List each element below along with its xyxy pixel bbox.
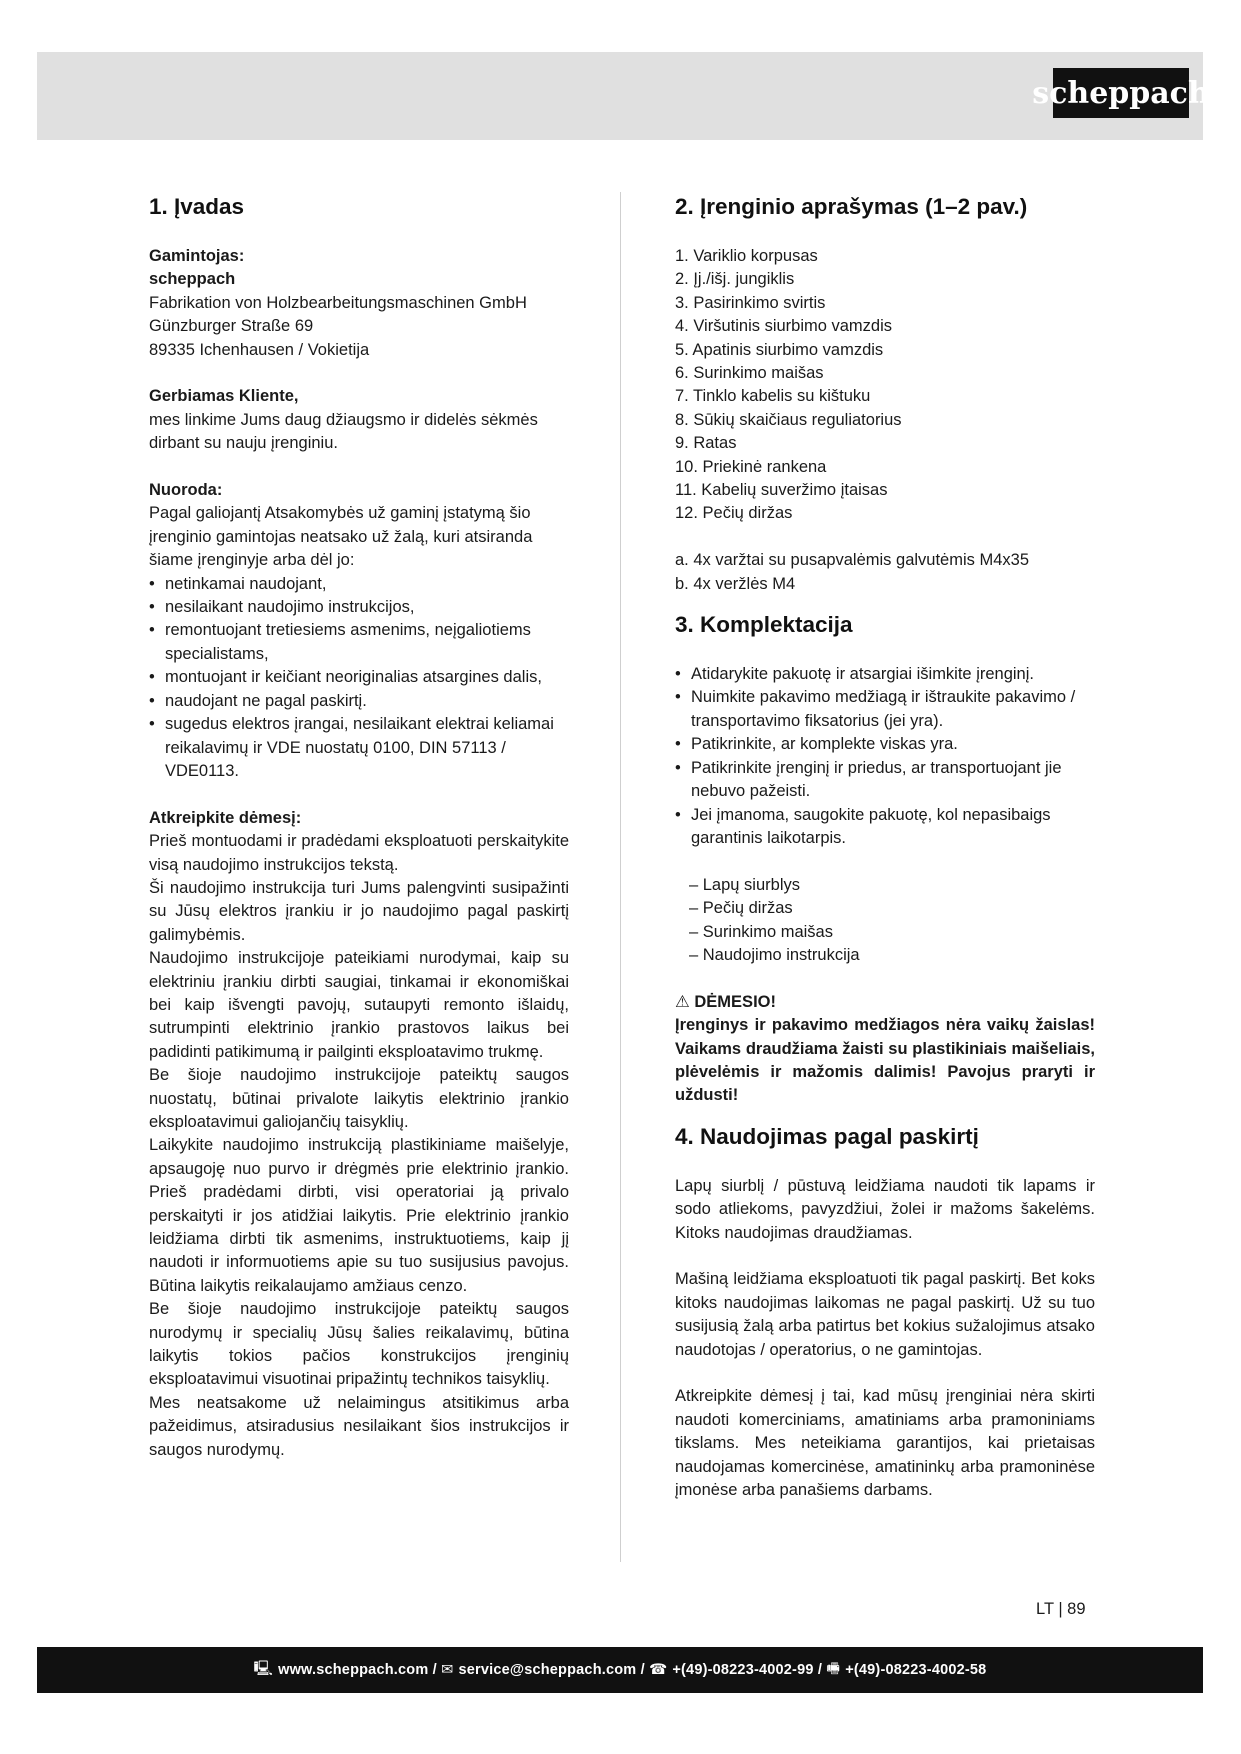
note-list xyxy=(149,573,569,784)
manufacturer-line: Fabrikation von Holzbearbeitungsmaschinen GmbH xyxy=(149,293,527,312)
attention-paragraph: Be šioje naudojimo instrukcijoje pateiktų saugos nuostatų, būtinai privalote laikytis elektrinio įrankio eksploatavimui galiojančių taisyklių. xyxy=(149,1066,569,1131)
attention-paragraph: Prieš montuodami ir pradėdami eksploatuoti perskaitykite visą naudojimo instrukcijos tekstą. xyxy=(149,832,569,874)
kit-contents xyxy=(675,874,1095,968)
list-item: 9. Ratas xyxy=(675,434,737,453)
section-title-description: 2. Įrenginio aprašymas (1–2 pav.) xyxy=(675,194,1028,219)
use-paragraph: Lapų siurblį / pūstuvą leidžiama naudoti tik lapams ir sodo atliekoms, pavyzdžiui, žolei ir mažoms šakelėms. Kitoks naudojimas draudžiamas. xyxy=(675,1176,1095,1242)
use-paragraph: Atkreipkite dėmesį į tai, kad mūsų įrenginiai nėra skirti naudoti komerciniams, amatiniams arba pramoniniams tikslams. Mes neteikiama garantijos, kai prietaisas naudojamas komercinėse, amatininkų arba pramoninėse įmonėse arba panašiems darbams. xyxy=(675,1387,1095,1500)
list-item: • remontuojant tretiesiems asmenims, neįgaliotiems specialistams, xyxy=(149,619,569,666)
warning-text: Įrenginys ir pakavimo medžiagos nėra vaikų žaislas! Vaikams draudžiama žaisti su plastikiniais maišeliais, plėvelėmis ir mažomis dalimis! Pavojus praryti ir uždusti! xyxy=(675,1016,1095,1105)
list-item: • Patikrinkite įrenginį ir priedus, ar transportuojant jie nebuvo pažeisti. xyxy=(675,757,1095,804)
warning-title: DĖMESIO! xyxy=(694,992,776,1011)
computer-icon: 🖳 xyxy=(253,1660,274,1677)
manufacturer-label: Gamintojas: xyxy=(149,247,245,265)
list-item: 3. Pasirinkimo svirtis xyxy=(675,293,826,312)
list-item: 10. Priekinė rankena xyxy=(675,457,827,476)
list-item: 2. Įj./išj. jungiklis xyxy=(675,270,795,289)
list-item: 4. Viršutinis siurbimo vamzdis xyxy=(675,317,893,336)
kit-bullets xyxy=(675,663,1095,850)
attention-paragraph: Naudojimo instrukcijoje pateikiami nurodymai, kaip su elektriniu įrankiu dirbti saugiai, tinkamai ir ekonomiškai bei kaip išvengti pavojų, sutaupyti remonto išlaidų, sutrumpinti elektrinio įrankio prastovos laikus bei padidinti patikimumą ir pailginti eksploatavimo trukmę. xyxy=(149,949,569,1061)
section-title-intended-use: 4. Naudojimas pagal paskirtį xyxy=(675,1123,979,1149)
description-list xyxy=(675,245,1095,526)
list-item: 8. Sūkių skaičiaus reguliatorius xyxy=(675,410,902,429)
list-item: • Atidarykite pakuotę ir atsargiai išimkite įrenginį. xyxy=(675,663,1095,686)
list-item: • nesilaikant naudojimo instrukcijos, xyxy=(149,596,569,619)
list-item: a. 4x varžtai su pusapvalėmis galvutėmis M4x35 xyxy=(675,551,1029,570)
right-column xyxy=(675,192,1095,1502)
note-text: Pagal galiojantį Atsakomybės už gaminį įstatymą šio įrenginio gamintojas neatsako už žalą, kuri atsiranda šiame įrenginyje arba dėl jo: xyxy=(149,504,533,570)
list-item: • Nuimkite pakavimo medžiagą ir ištraukite pakavimo / transportavimo fiksatorius (jei yra). xyxy=(675,686,1095,733)
list-item: • sugedus elektros įrangai, nesilaikant elektrai keliamai reikalavimų ir VDE nuostatų 0100, DIN 57113 / VDE0113. xyxy=(149,713,569,783)
column-divider xyxy=(620,192,621,1562)
left-column xyxy=(149,192,569,1462)
use-paragraph: Mašiną leidžiama eksploatuoti tik pagal paskirtį. Bet koks kitoks naudojimas laikomas ne pagal paskirtį. Už su tuo susijusią žalą arba patirtus bet kokius sužalojimus atsako naudotojas / operatorius, o ne gamintojas. xyxy=(675,1270,1095,1359)
attention-paragraph: Be šioje naudojimo instrukcijoje pateiktų saugos nurodymų ir specialių Jūsų šalies reikalavimų, būtina laikytis tokios pačios konstrukcijos įrenginių eksploatavimui visuotinai pripažintų technikos taisyklių. xyxy=(149,1300,569,1389)
manufacturer-line: scheppach xyxy=(149,270,236,289)
attention-title: Atkreipkite dėmesį: xyxy=(149,808,302,827)
list-item: – Naudojimo instrukcija xyxy=(689,945,860,964)
page-number: LT | 89 xyxy=(1036,1600,1086,1618)
manufacturer-line: 89335 Ichenhausen / Vokietija xyxy=(149,340,370,359)
section-title-kit: 3. Komplektacija xyxy=(675,612,853,638)
list-item: – Lapų siurblys xyxy=(689,875,800,894)
attention-paragraph: Laikykite naudojimo instrukciją plastikiniame maišelyje, apsaugoję nuo purvo ir drėgmės prie elektrinio įrankio. Prieš pradėdami dirbti, visi operatoriai ją privalo perskaityti ir jos atidžiai laikytis. Prie elektrinio įrankio leidžiama dirbti tik asmenims, instruktuotiems, kaip jį naudoti ir informuotiems apie su tuo susijusius pavojus. Būtina laikytis reikalaujamo amžiaus cenzo. xyxy=(149,1136,569,1295)
list-item: • netinkamai naudojant, xyxy=(149,573,569,596)
list-item: – Surinkimo maišas xyxy=(689,922,833,941)
fax-icon: 🖷 xyxy=(826,1660,841,1677)
greeting-title: Gerbiamas Kliente, xyxy=(149,387,299,406)
section-title-introduction: 1. Įvadas xyxy=(149,194,245,219)
list-item: 12. Pečių diržas xyxy=(675,504,793,523)
list-item: 11. Kabelių suveržimo įtaisas xyxy=(675,481,888,500)
list-item: 6. Surinkimo maišas xyxy=(675,364,824,383)
footer-website[interactable]: www.scheppach.com / xyxy=(278,1662,437,1678)
list-item: 1. Variklio korpusas xyxy=(675,247,818,265)
list-item: 5. Apatinis siurbimo vamzdis xyxy=(675,340,884,359)
attention-paragraph: Mes neatsakome už nelaimingus atsitikimus arba pažeidimus, atsiradusius nesilaikant šios instrukcijos ir saugos nurodymų. xyxy=(149,1393,569,1459)
footer-email[interactable]: service@scheppach.com / xyxy=(458,1662,645,1678)
scheppach-logo: scheppach xyxy=(1053,68,1189,118)
warning-icon: ⚠ xyxy=(675,992,690,1011)
list-item: • naudojant ne pagal paskirtį. xyxy=(149,690,569,713)
list-item: • Jei įmanoma, saugokite pakuotę, kol nepasibaigs garantinis laikotarpis. xyxy=(675,804,1095,851)
footer-phone: +(49)-08223-4002-99 / xyxy=(672,1662,823,1678)
warning-heading xyxy=(675,991,1095,1014)
list-item: • Patikrinkite, ar komplekte viskas yra. xyxy=(675,733,1095,756)
phone-icon: ☎ xyxy=(649,1662,668,1678)
mail-icon: ✉ xyxy=(441,1662,454,1678)
footer-band xyxy=(37,1647,1203,1693)
manufacturer-line: Günzburger Straße 69 xyxy=(149,317,314,336)
list-item: • montuojant ir keičiant neoriginalias atsargines dalis, xyxy=(149,666,569,689)
greeting-text: mes linkime Jums daug džiaugsmo ir didelės sėkmės dirbant su nauju įrenginiu. xyxy=(149,410,538,453)
header-band xyxy=(37,52,1210,140)
attention-paragraph: Ši naudojimo instrukcija turi Jums palengvinti susipažinti su Jūsų elektros įrankiu ir jo naudojimo pagal paskirtį galimybėmis. xyxy=(149,878,569,944)
list-item: b. 4x veržlės M4 xyxy=(675,574,796,593)
footer-fax: +(49)-08223-4002-58 xyxy=(845,1662,987,1678)
note-title: Nuoroda: xyxy=(149,481,223,500)
list-item: 7. Tinklo kabelis su kištuku xyxy=(675,387,871,406)
list-item: – Pečių diržas xyxy=(689,899,793,918)
